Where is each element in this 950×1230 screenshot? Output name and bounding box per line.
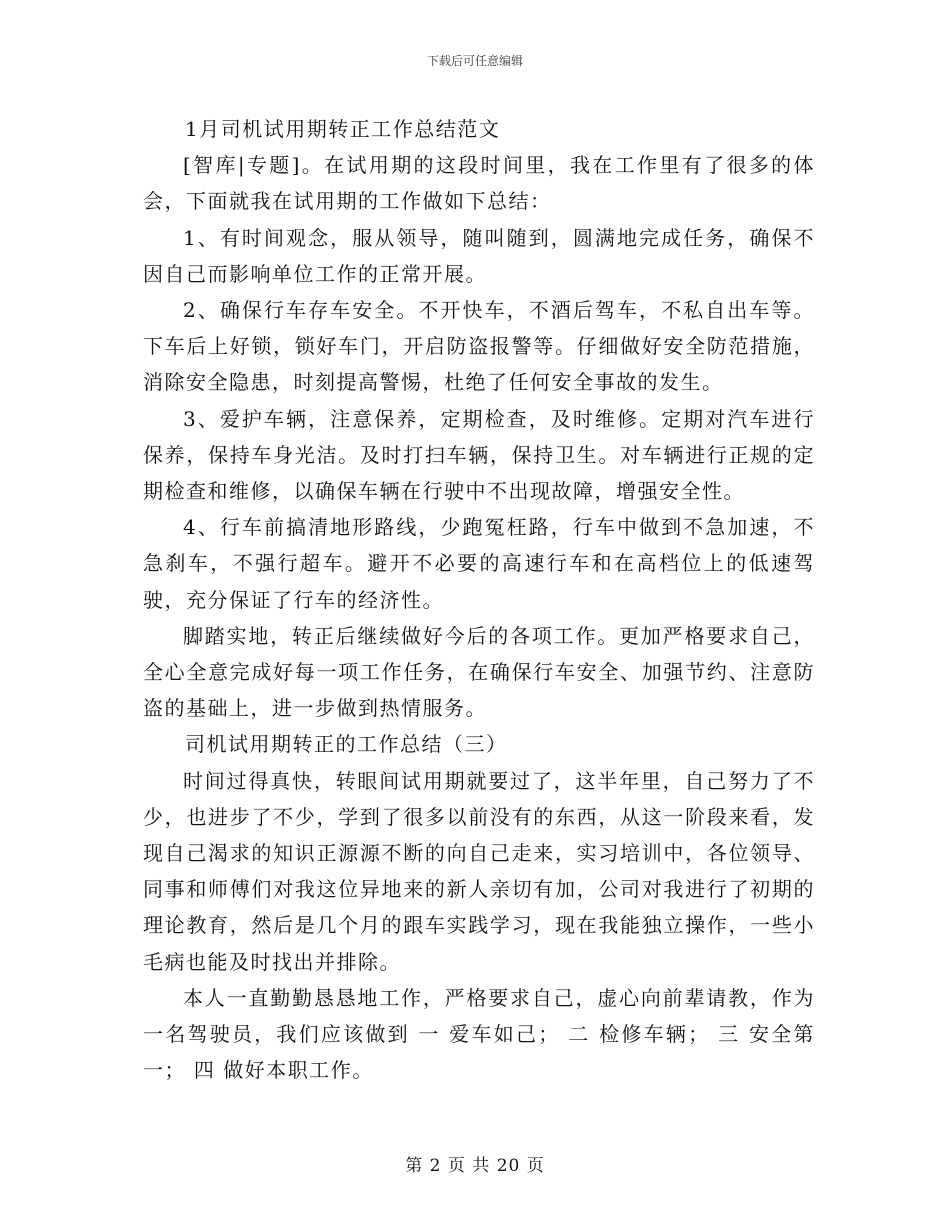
page-header-note: 下载后可任意编辑 (426, 54, 523, 68)
summary-point-4: 4、行车前搞清地形路线，少跑冤枉路，行车中做到不急加速，不急刹车，不强行超车。避开不必要的高速行车和在高档位上的低速驾驶，充分保证了行车的经济性。 (143, 515, 815, 612)
body-paragraph-last: 本人一直勤勤恳恳地工作，严格要求自己，虚心向前辈请教，作为一名驾驶员，我们应该做到 一 爱车如己； 二 检修车辆； 三 安全第一； 四 做好本职工作。 (143, 985, 815, 1083)
document-body (143, 111, 815, 1088)
conclusion-paragraph: 脚踏实地，转正后继续做好今后的各项工作。更加严格要求自己，全心全意完成好每一项工作任务，在确保行车安全、加强节约、注意防盗的基础上，进一步做到热情服务。 (143, 623, 815, 721)
section-heading: 司机试用期转正的工作总结（三） (185, 732, 508, 757)
summary-point-2: 2、确保行车存车安全。不开快车，不酒后驾车，不私自出车等。下车后上好锁，锁好车门，开启防盗报警等。仔细做好安全防范措施，消除安全隐患，时刻提高警惕，杜绝了任何安全事故的发生。 (143, 298, 815, 395)
intro-paragraph: [智库|专题]。在试用期的这段时间里，我在工作里有了很多的体会，下面就我在试用期的工作做如下总结： (143, 153, 815, 214)
summary-point-3: 3、爱护车辆，注意保养，定期检查，及时维修。定期对汽车进行保养，保持车身光洁。及时打扫车辆，保持卫生。对车辆进行正规的定期检查和维修，以确保车辆在行驶中不出现故障，增强安全性。 (143, 406, 815, 504)
document-title: 1月司机试用期转正工作总结范文 (185, 117, 501, 141)
summary-point-1: 1、有时间观念，服从领导，随叫随到，圆满地完成任务，确保不因自己而影响单位工作的正常开展。 (143, 225, 815, 286)
body-paragraph: 时间过得真快，转眼间试用期就要过了，这半年里，自己努力了不少，也进步了不少，学到了很多以前没有的东西，从这一阶段来看，发现自己渴求的知识正源源不断的向自己走来，实习培训中，各位领导、同事和师傅们对我这位异地来的新人亲切有加，公司对我进行了初期的理论教育，然后是几个月的跟车实践学习，现在我能独立操作，一些小毛病也能及时找出并排除。 (143, 768, 815, 974)
page-number-footer: 第 2 页 共 20 页 (405, 1156, 545, 1176)
